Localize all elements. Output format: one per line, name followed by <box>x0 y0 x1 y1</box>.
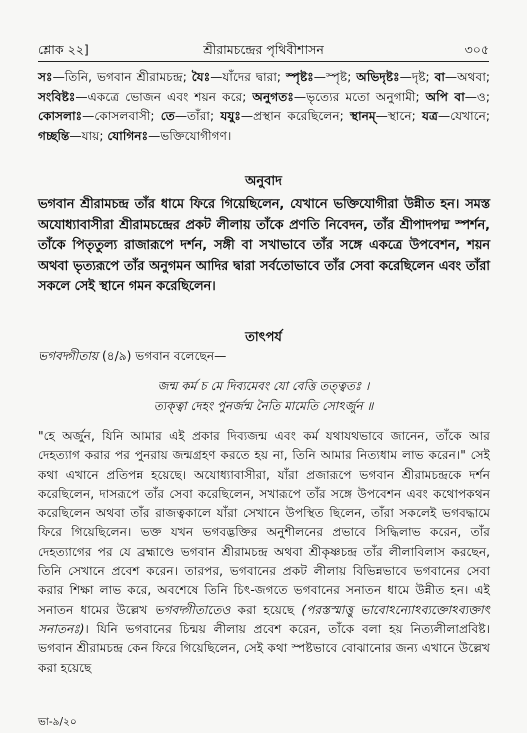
synonym-term: অপি বা <box>425 89 465 104</box>
gita-quote: (পরস্তস্মাত্তু ভাবোঽন্যোঽব্যক্তোঽব্যক্তাৎ সনাতনঃ) <box>38 602 491 636</box>
verse-line-1: জন্ম কর্ম চ মে দিব্যমেবং যো বেত্তি তত্ত্বতঃ । <box>157 379 370 393</box>
synonym-term: যত্র <box>422 109 439 123</box>
synonym-meaning: —কোসলবাসী; <box>82 109 161 123</box>
synonym-term: স্থানম্ <box>350 109 376 123</box>
synonym-term: কোসলাঃ <box>38 109 83 123</box>
synonym-term: যযুঃ <box>220 109 241 123</box>
page-header <box>38 42 489 62</box>
synonym-term: যোগিনঃ <box>107 128 149 143</box>
synonym-meaning: —অথবা; <box>444 70 490 84</box>
translation-heading: অনুবাদ <box>245 174 282 189</box>
intro-text: (৪/৯) ভগবান বলেছেন— <box>98 349 227 363</box>
synonym-meaning: —স্থানে; <box>375 109 423 123</box>
synonym-term: যৈঃ <box>191 70 211 84</box>
synonym-meaning: —যেখানে; <box>438 109 490 123</box>
synonym-term: অনুগতঃ <box>252 89 294 104</box>
synonym-term: অভিদৃষ্টঃ <box>356 70 400 84</box>
word-for-word-synonyms <box>38 68 490 146</box>
purport-intro <box>38 348 226 368</box>
synonym-term: স্পৃষ্টঃ <box>285 70 314 84</box>
translation-text: ভগবান শ্রীরামচন্দ্র তাঁর ধামে ফিরে গিয়েছিলেন, যেখানে ভক্তিযোগীরা উন্নীত হন। সমস্ত অযোধ্যাবাসীরা শ্রীরামচন্দ্রের প্রকট লীলায় তাঁকে প্রণতি নিবেদন, তাঁর শ্রীপাদপদ্ম স্পর্শন, তাঁকে পিতৃতুল্য রাজারূপে দর্শন, সঙ্গী বা সখাভাবে তাঁর সঙ্গে একত্রে উপবেশন, শয়ন অথবা ভৃত্যরূপে তাঁর অনুগমন আদির দ্বারা সর্বতোভাবে তাঁর সেবা করেছিলেন এবং তাঁরা সকলে সেই স্থানে গমন করেছিলেন। <box>38 197 490 294</box>
synonym-term: সঃ <box>38 70 53 84</box>
synonym-meaning: —স্পৃষ্ট; <box>313 70 357 84</box>
synonym-term: গচ্ছন্তি <box>38 128 70 143</box>
chapter-title: শ্রীরামচন্দ্রের পৃথিবীশাসন <box>203 42 324 57</box>
purport-heading: তাৎপর্য <box>245 330 282 345</box>
page-footer-signature: ভা-৯/২০ <box>38 716 77 728</box>
synonym-term: তে <box>160 109 175 123</box>
header-rule <box>38 61 489 62</box>
synonym-meaning: —ভৃত্যের মতো অনুগামী; <box>293 89 426 104</box>
purport-paragraph: "হে অর্জুন, যিনি আমার এই প্রকার দিব্যজন্ম এবং কর্ম যথাযথভাবে জানেন, তাঁকে আর দেহত্যাগ করার পর পুনরায় জন্মগ্রহণ করতে হয় না, তিনি আমার নিত্যধাম লাভ করেন।" সেই কথা এখানে প্রতিপন্ন হয়েছে। অযোধ্যাবাসীরা, যাঁরা প্রজারূপে ভগবান শ্রীরামচন্দ্রকে দর্শন করেছিলেন, দাসরূপে তাঁর সেবা করেছিলেন, সখারূপে তাঁর সঙ্গে উপবেশন এবং কথোপকথন করেছিলেন অথবা তাঁর রাজত্বকালে যাঁরা সেখানে উপস্থিত ছিলেন, তাঁরা সকলেই ভগবদ্ধামে ফিরে গিয়েছিলেন। ভক্ত যখন ভগবদ্ভক্তির অনুশীলনের প্রভাবে সিদ্ধিলাভ করেন, তাঁর দেহত্যাগের পর যে ব্রহ্মাণ্ডে ভগবান শ্রীরামচন্দ্র অথবা শ্রীকৃষ্ণচন্দ্র তাঁর লীলাবিলাস করছেন, তিনি সেখানে প্রবেশ করেন। তারপর, ভগবানের প্রকট লীলায় বিভিন্নভাবে ভগবানের সেবা করার শিক্ষা লাভ করে, অবশেষে তিনি চিৎ-জগতে ভগবানের সনাতন ধামে উন্নীত হন। এই সনাতন ধামের উল্লেখ <box>38 429 490 617</box>
purport-text <box>38 427 490 678</box>
synonym-meaning: —তাঁরা; <box>174 109 221 123</box>
purport-ending: । যিনি ভগবানের চিন্ময় লীলায় প্রবেশ করেন, তাঁকে বলা হয় নিত্যলীলাপ্রবিষ্ট। ভগবান শ্রীরামচন্দ্র কেন ফিরে গিয়েছিলেন, সেই কথা স্পষ্টভাবে বোঝানোর জন্য এখানে উল্লেখ করা হয়েছে <box>38 621 490 675</box>
book-title: ভগবদ্গীতায় <box>38 349 99 363</box>
synonym-meaning: —প্রস্থান করেছিলেন; <box>240 109 351 123</box>
synonym-meaning: —ও; <box>464 89 490 104</box>
synonym-meaning: —দৃষ্ট; <box>399 70 435 84</box>
synonym-meaning: —ভক্তিযোগীগণ। <box>148 128 232 143</box>
synonym-term: বা <box>434 70 445 84</box>
synonym-meaning: —যাঁদের দ্বারা; <box>210 70 286 84</box>
synonym-meaning: —একত্রে ভোজন এবং শয়ন করে; <box>75 89 253 104</box>
purport-continuation: করা হয়েছে <box>230 602 302 617</box>
verse-line-2: ত্যক্ত্বা দেহং পুনর্জন্ম নৈতি মামেতি সোঽর্জুন ॥ <box>153 399 374 413</box>
verse-reference: শ্লোক ২২] <box>38 42 89 57</box>
page-number: ৩০৫ <box>464 42 489 57</box>
synonym-term: সংবিষ্টঃ <box>38 89 76 104</box>
gita-reference: ভগবদ্গীতাতেও <box>154 602 231 617</box>
synonym-meaning: —তিনি, ভগবান শ্রীরামচন্দ্র; <box>52 70 192 84</box>
synonym-meaning: —যায়; <box>69 128 108 143</box>
